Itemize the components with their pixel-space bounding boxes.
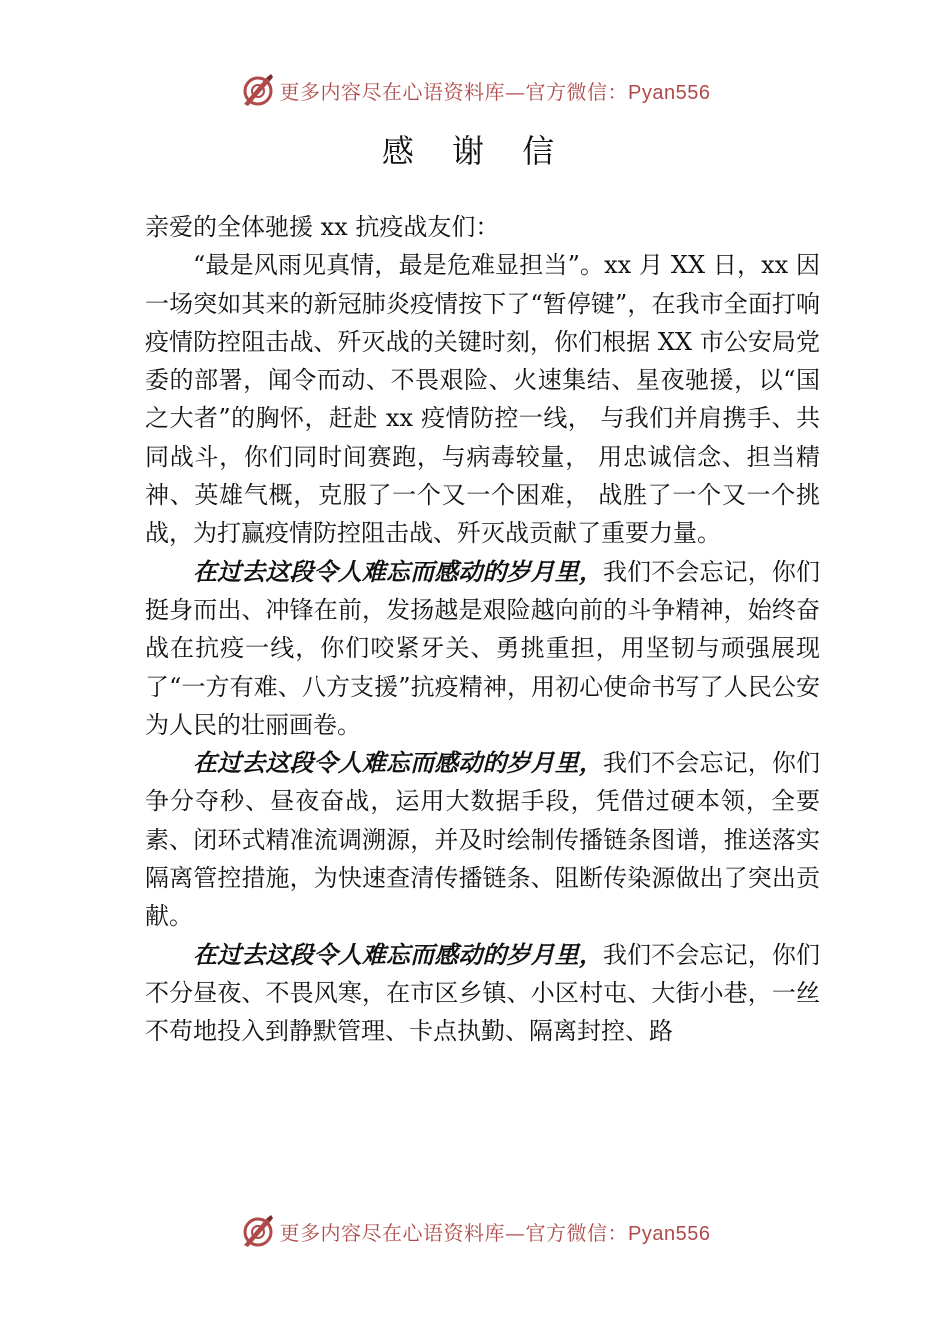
paragraph-1 <box>145 246 820 552</box>
pen-logo-icon <box>240 72 276 108</box>
page-title: 感 谢 信 <box>381 132 569 170</box>
paragraph-2 <box>145 553 820 744</box>
paragraph-body: 我们不会忘记，你们争分夺秒、昼夜奋战，运用大数据手段，凭借过硬本领，全要素、闭环式精准流调溯源，并及时绘制传播链条图谱，推送落实隔离管控措施，为快速查清传播链条、阻断传染源做出了突出贡献。 <box>145 749 821 931</box>
paragraph-3 <box>145 744 820 935</box>
wechat-id: Pyan556 <box>628 81 711 104</box>
letter-body <box>145 208 820 1051</box>
paragraph-lead: 在过去这段令人难忘而感动的岁月里， <box>193 939 604 969</box>
footer-banner <box>0 1211 950 1251</box>
paragraph-body: “最是风雨见真情，最是危难显担当”。xx 月 XX 日，xx 因一场突如其来的新冠肺炎疫情按下了“暂停键”，在我市全面打响疫情防控阻击战、歼灭战的关键时刻，你们根据 XX 市公安局党委的部署，闻令而动、不畏艰险、火速集结、星夜驰援，以“国之大者”的胸怀，赶赴 xx 疫情防控一线， 与我们并肩携手、共同战斗，你们同时间赛跑，与病毒较量， 用忠诚信念、担当精神、英雄气概，克服了一个又一个困难， 战胜了一个又一个挑战，为打赢疫情防控阻击战、歼灭战贡献了重要力量。 <box>145 251 820 548</box>
paragraph-4 <box>145 936 820 1051</box>
banner-text: 更多内容尽在心语资料库—官方微信：Pyan556 <box>279 79 711 104</box>
banner-text: 更多内容尽在心语资料库—官方微信：Pyan556 <box>279 1220 711 1245</box>
paragraph-body: 我们不会忘记，你们挺身而出、冲锋在前，发扬越是艰险越向前的斗争精神，始终奋战在抗疫一线，你们咬紧牙关、勇挑重担，用坚韧与顽强展现了“一方有难、八方支援”抗疫精神，用初心使命书写了人民公安为人民的壮丽画卷。 <box>145 557 821 739</box>
pen-logo-icon <box>240 1213 276 1249</box>
paragraph-lead: 在过去这段令人难忘而感动的岁月里， <box>193 748 604 778</box>
paragraph-lead: 在过去这段令人难忘而感动的岁月里， <box>193 556 604 586</box>
greeting: 亲爱的全体驰援 xx 抗疫战友们： <box>145 213 500 241</box>
paragraph-body: 我们不会忘记，你们不分昼夜、不畏风寒，在市区乡镇、小区村屯、大街小巷，一丝不苟地投入到静默管理、卡点执勤、隔离封控、路 <box>145 940 821 1046</box>
wechat-id: Pyan556 <box>628 1222 711 1245</box>
header-banner <box>0 70 950 110</box>
